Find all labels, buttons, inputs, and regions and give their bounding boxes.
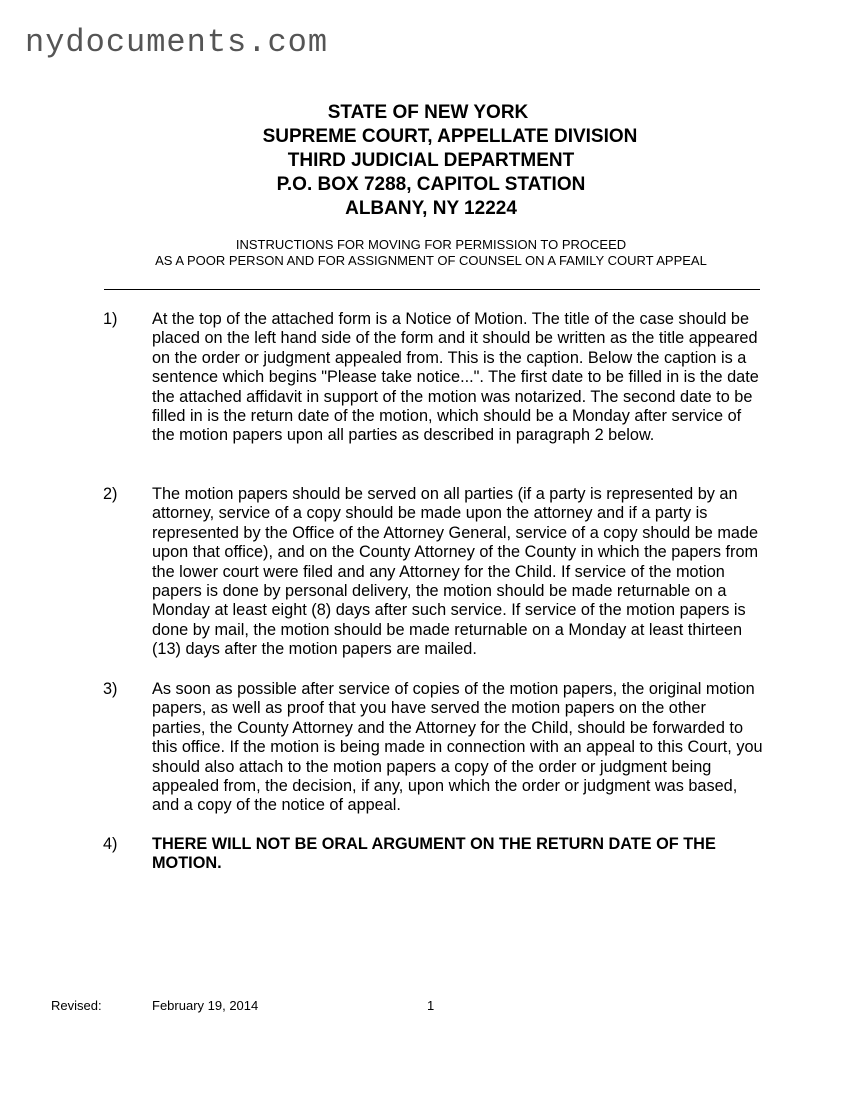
paragraph-4 — [103, 835, 763, 874]
instructions-title — [0, 237, 862, 269]
page-number: 1 — [427, 998, 435, 1013]
paragraph-number: 4) — [103, 835, 118, 853]
paragraph-text: At the top of the attached form is a Notice of Motion. The title of the case should be placed on the left hand side of the form and it should be written as the title appeared on the order or judgment appealed from. This is the caption. Below the caption is a sentence which begins "Please take notice...". The first date to be filled in is the date the attached affidavit in support of the motion was notarized. The second date to be filled in is the return date of the motion, which should be a Monday after service of the motion papers upon all parties as described in paragraph 2 below. — [152, 310, 759, 445]
divider-line — [104, 289, 760, 290]
paragraph-number: 3) — [103, 680, 118, 698]
header-city: ALBANY, NY 12224 — [345, 198, 517, 219]
revised-date: February 19, 2014 — [152, 998, 259, 1013]
header-court: SUPREME COURT, APPELLATE DIVISION — [262, 126, 638, 147]
watermark: nydocuments.com — [25, 24, 329, 61]
header-department: THIRD JUDICIAL DEPARTMENT — [287, 150, 575, 171]
paragraph-1 — [103, 310, 763, 446]
instructions-line-1: INSTRUCTIONS FOR MOVING FOR PERMISSION TO PROCEED — [235, 237, 627, 252]
revised-label: Revised: — [51, 998, 102, 1013]
paragraph-text: As soon as possible after service of copies of the motion papers, the original motion papers, as well as proof that you have served the motion papers on the other parties, the County Attorney and the Attorney for the Child, should be forwarded to this office. If the motion is being made in connection with an appeal to this Court, you should also attach to the motion papers a copy of the order or judgment being appealed from, the decision, if any, upon which the order or judgment was based, and a copy of the notice of appeal. — [152, 680, 763, 815]
instructions-line-2: AS A POOR PERSON AND FOR ASSIGNMENT OF COUNSEL ON A FAMILY COURT APPEAL — [155, 253, 707, 268]
paragraph-2 — [103, 485, 763, 660]
header-state: STATE OF NEW YORK — [327, 102, 529, 123]
paragraph-number: 1) — [103, 310, 118, 328]
paragraph-3 — [103, 680, 763, 816]
header-po-box: P.O. BOX 7288, CAPITOL STATION — [276, 174, 586, 195]
paragraph-number: 2) — [103, 485, 118, 503]
paragraph-text: THERE WILL NOT BE ORAL ARGUMENT ON THE RETURN DATE OF THE MOTION. — [152, 835, 716, 873]
paragraph-text: The motion papers should be served on all parties (if a party is represented by an attorney, service of a copy should be made upon the attorney and if a party is represented by the Office of the Attorney General, service of a copy should be made upon that office), and on the County Attorney of the County in which the papers from the lower court were filed and any Attorney for the Child. If service of the motion papers is done by personal delivery, the motion should be made returnable on a Monday at least eight (8) days after such service. If service of the motion papers is done by mail, the motion should be made returnable on a Monday at least thirteen (13) days after the motion papers are mailed. — [152, 485, 759, 659]
